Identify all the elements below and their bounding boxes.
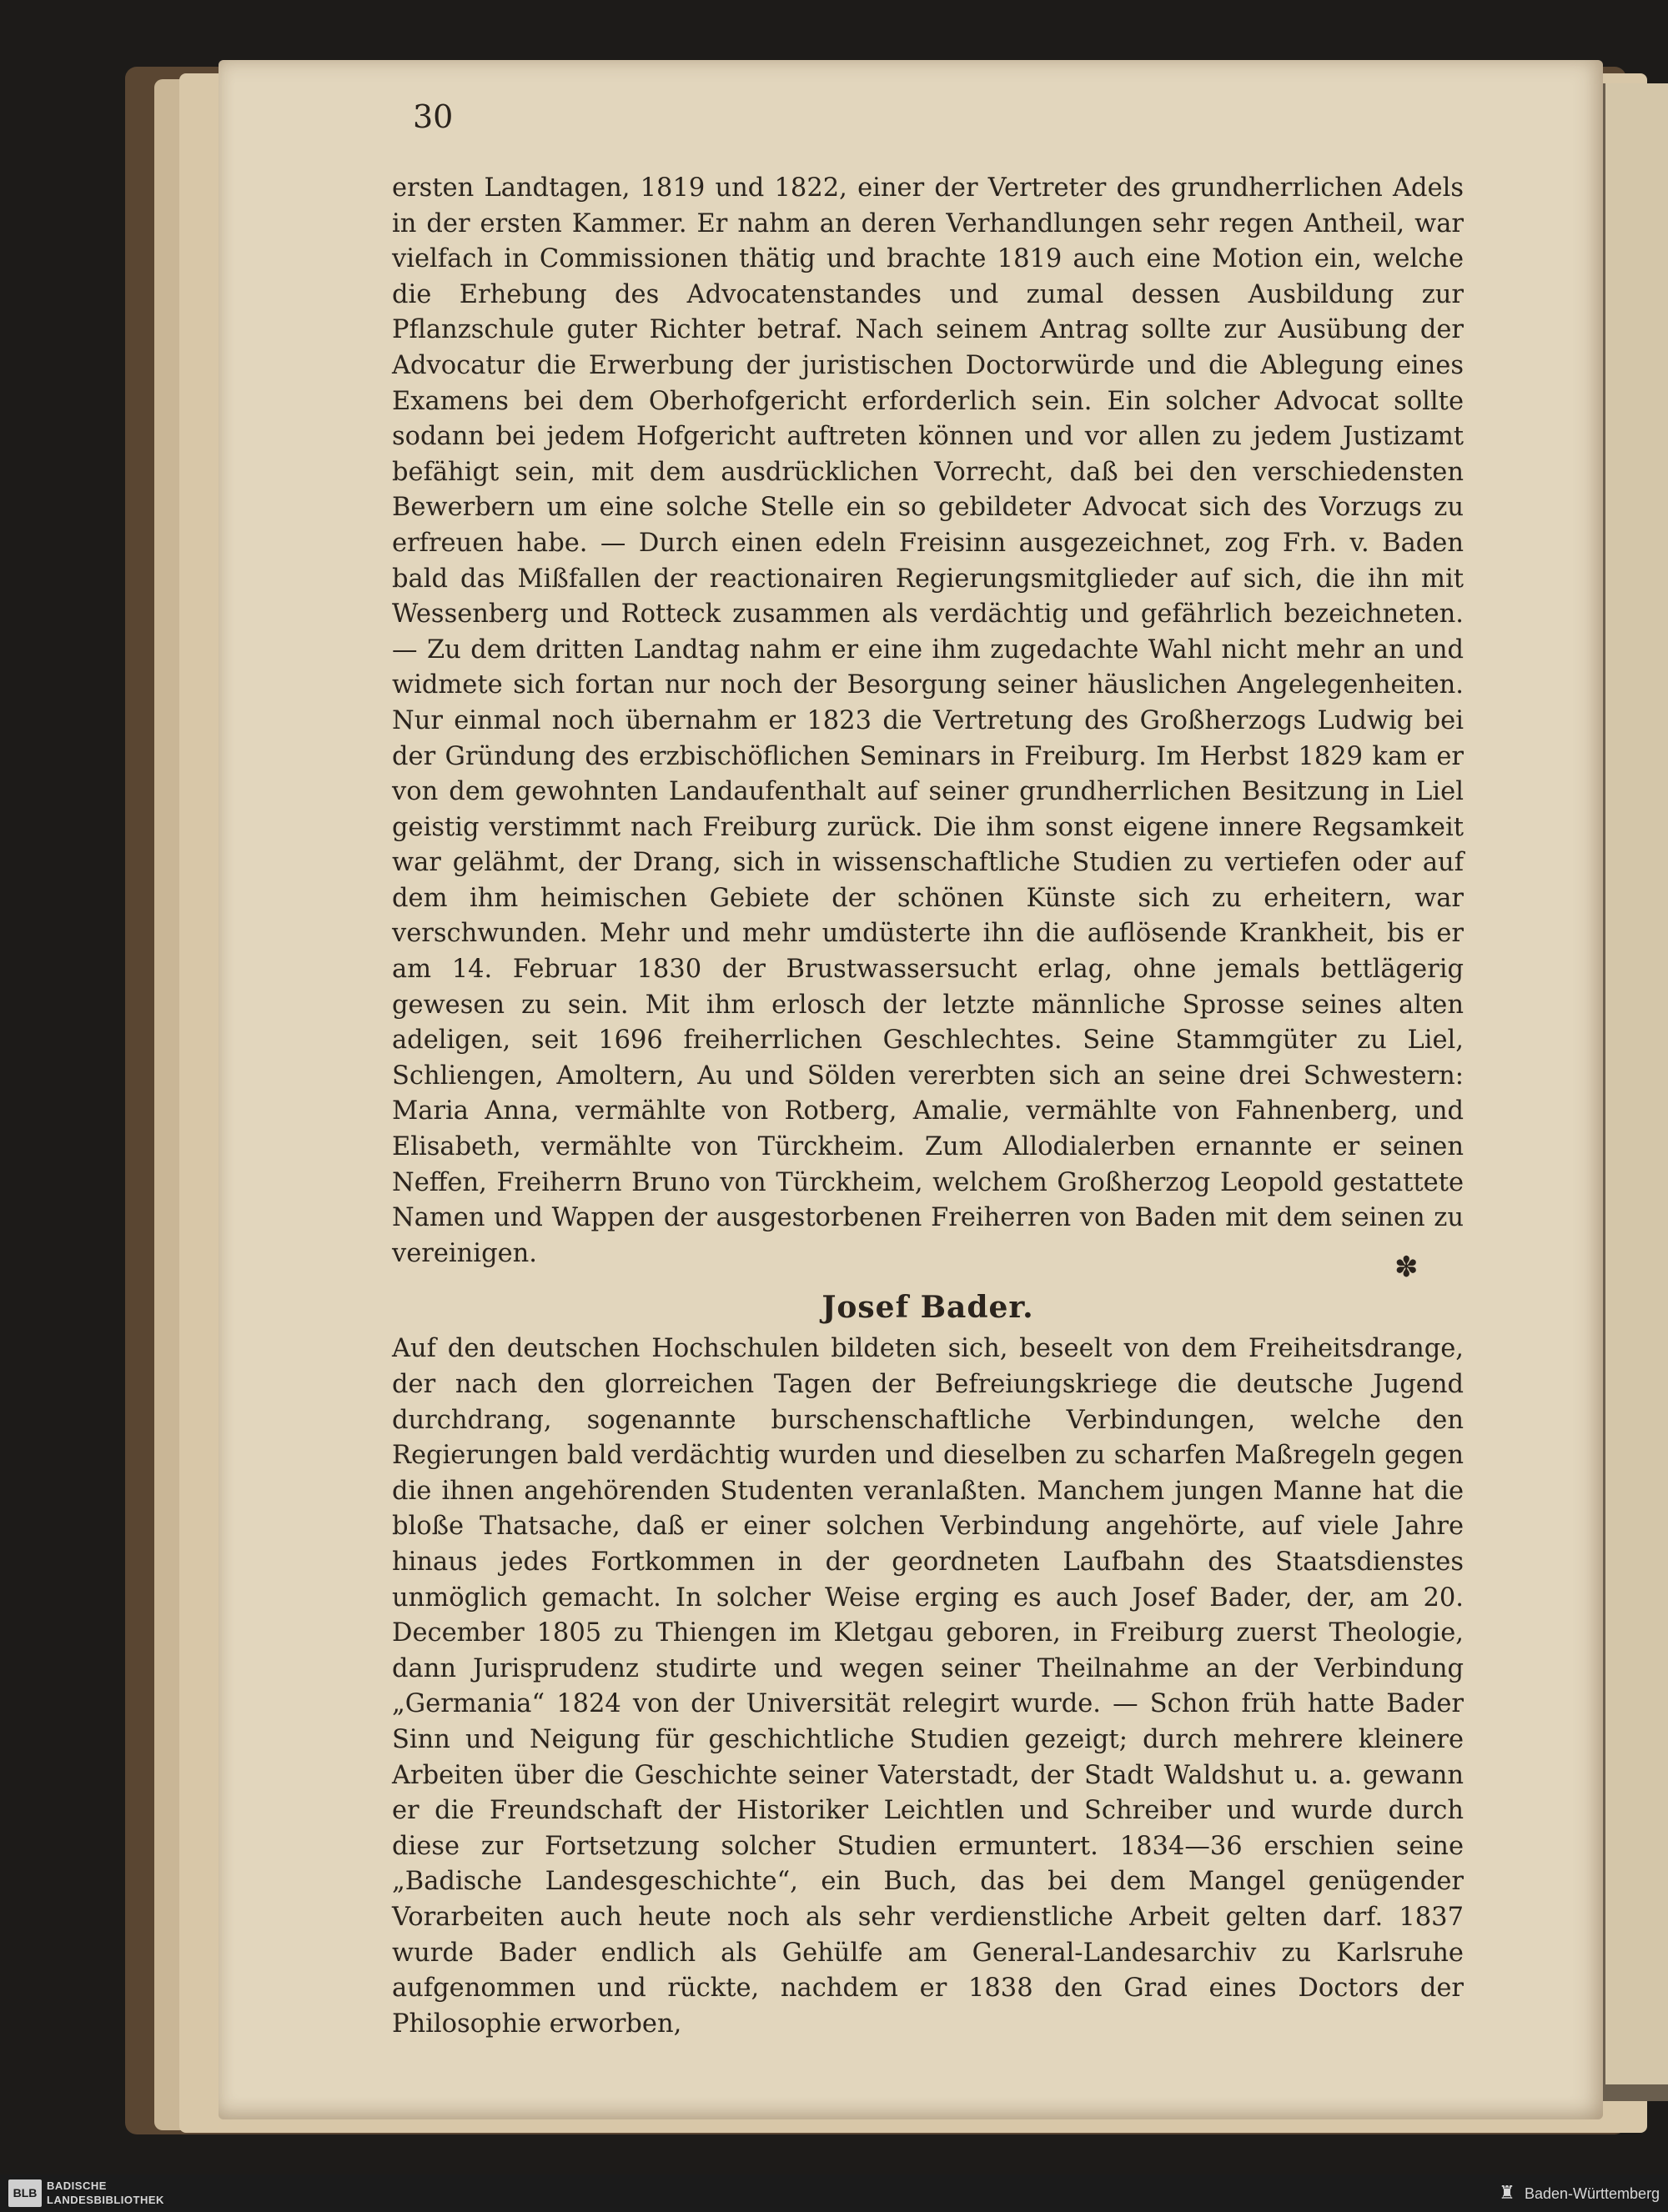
state-name[interactable]: Baden-Württemberg	[1525, 2185, 1660, 2202]
page-number: 30	[413, 98, 454, 135]
library-name[interactable]	[47, 2179, 164, 2207]
paragraph-continuation: ersten Landtagen, 1819 und 1822, einer der Vertreter des grundherrlichen Adels in der ersten Kammer. Er nahm an deren Verhandlungen sehr regen Antheil, war vielfach in Commissionen thätig und brachte 1819 auch eine Motion ein, welche die Erhebung des Advocatenstandes und zumal dessen Ausbildung zur Pflanzschule guter Richter betraf. Nach seinem Antrag sollte zur Ausübung der Advocatur die Erwerbung der juristischen Doctorwürde und die Ablegung eines Examens bei dem Oberhofgericht erforderlich sein. Ein solcher Advocat sollte sodann bei jedem Hofgericht auftreten können und vor allen zu jedem Justizamt befähigt sein, mit dem ausdrücklichen Vorrecht, daß bei den verschiedensten Bewerbern um eine solche Stelle ein so gebildeter Advocat sich des Vorzugs zu erfreuen habe. — Durch einen edeln Freisinn ausgezeichnet, zog Frh. v. Baden bald das Mißfallen der reactionairen Regierungsmitglieder auf sich, die ihn mit Wessenberg und Rotteck zusammen als verdächtig und gefährlich bezeichneten. — Zu dem dritten Landtag nahm er eine ihm zugedachte Wahl nicht mehr an und widmete sich fortan nur noch der Besorgung seiner häuslichen Angelegenheiten. Nur einmal noch übernahm er 1823 die Vertretung des Großherzogs Ludwig bei der Gründung des erzbischöflichen Seminars in Freiburg. Im Herbst 1829 kam er von dem gewohnten Landaufenthalt auf seiner grundherrlichen Besitzung in Liel geistig verstimmt nach Freiburg zurück. Die ihm sonst eigene innere Regsamkeit war gelähmt, der Drang, sich in wissenschaftliche Studien zu vertiefen oder auf dem ihm heimischen Gebiete der schönen Künste sich zu erheitern, war verschwunden. Mehr und mehr umdüsterte ihn die auflösende Krankheit, bis er am 14. Februar 1830 der Brustwassersucht erlag, ohne jemals bettlägerig gewesen zu sein. Mit ihm erlosch der letzte männliche Sprosse seines alten adeligen, seit 1696 freiherrlichen Geschlechtes. Seine Stammgüter zu Liel, Schliengen, Amoltern, Au und Sölden vererbten sich an seine drei Schwestern: Maria Anna, vermählte von Rotberg, Amalie, vermählte von Fahnenberg, und Elisabeth, vermählte von Türckheim. Zum Allodialerben ernannte er seinen Neffen, Freiherrn Bruno von Türckheim, welchem Großherzog Leopold gestattete Namen und Wappen der ausgestorbenen Freiherren von Baden mit dem seinen zu vereinigen.	[392, 173, 1464, 1268]
state-crest-icon: ♜	[1499, 2183, 1515, 2204]
facing-page	[1605, 83, 1668, 2084]
footer-bar	[0, 2174, 1668, 2212]
ornament-icon: ✽	[1394, 1251, 1419, 1284]
paragraph-josef-bader: Auf den deutschen Hochschulen bildeten sich, beseelt von dem Freiheitsdrange, der nach den glorreichen Tagen der Befreiungskriege die deutsche Jugend durchdrang, sogenannte burschenschaftliche Verbindungen, welche den Regierungen bald verdächtig wurden und dieselben zu scharfen Maßregeln gegen die ihnen angehörenden Studenten veranlaßten. Manchem jungen Manne hat die bloße Thatsache, daß er einer solchen Verbindung angehörte, auf viele Jahre hinaus jedes Fortkommen in der geordneten Laufbahn des Staatsdienstes unmöglich gemacht. In solcher Weise erging es auch Josef Bader, der, am 20. December 1805 zu Thiengen im Kletgau geboren, in Freiburg zuerst Theologie, dann Jurisprudenz studirte und wegen seiner Theilnahme an der Verbindung „Germania“ 1824 von der Universität relegirt wurde. — Schon früh hatte Bader Sinn und Neigung für geschichtliche Studien gezeigt; durch mehrere kleinere Arbeiten über die Geschichte seiner Vaterstadt, der Stadt Waldshut u. a. gewann er die Freundschaft der Historiker Leichtlen und Schreiber und wurde durch diese zur Fortsetzung solcher Studien ermuntert. 1834—36 erschien seine „Badische Landesgeschichte“, ein Buch, das bei dem Mangel genügender Vorarbeiten auch heute noch als sehr verdienstliche Arbeit gelten darf. 1837 wurde Bader endlich als Gehülfe am General-Landesarchiv zu Karlsruhe aufgenommen und rückte, nachdem er 1838 den Grad eines Doctors der Philosophie erworben,	[392, 1334, 1464, 2039]
library-name-line-2: LANDESBIBLIOTHEK	[47, 2194, 164, 2206]
library-name-line-1: BADISCHE	[47, 2179, 107, 2192]
page-text	[392, 171, 1464, 2042]
section-title: Josef Bader.	[821, 1290, 1034, 1326]
blb-logo[interactable]: BLB	[8, 2179, 42, 2207]
